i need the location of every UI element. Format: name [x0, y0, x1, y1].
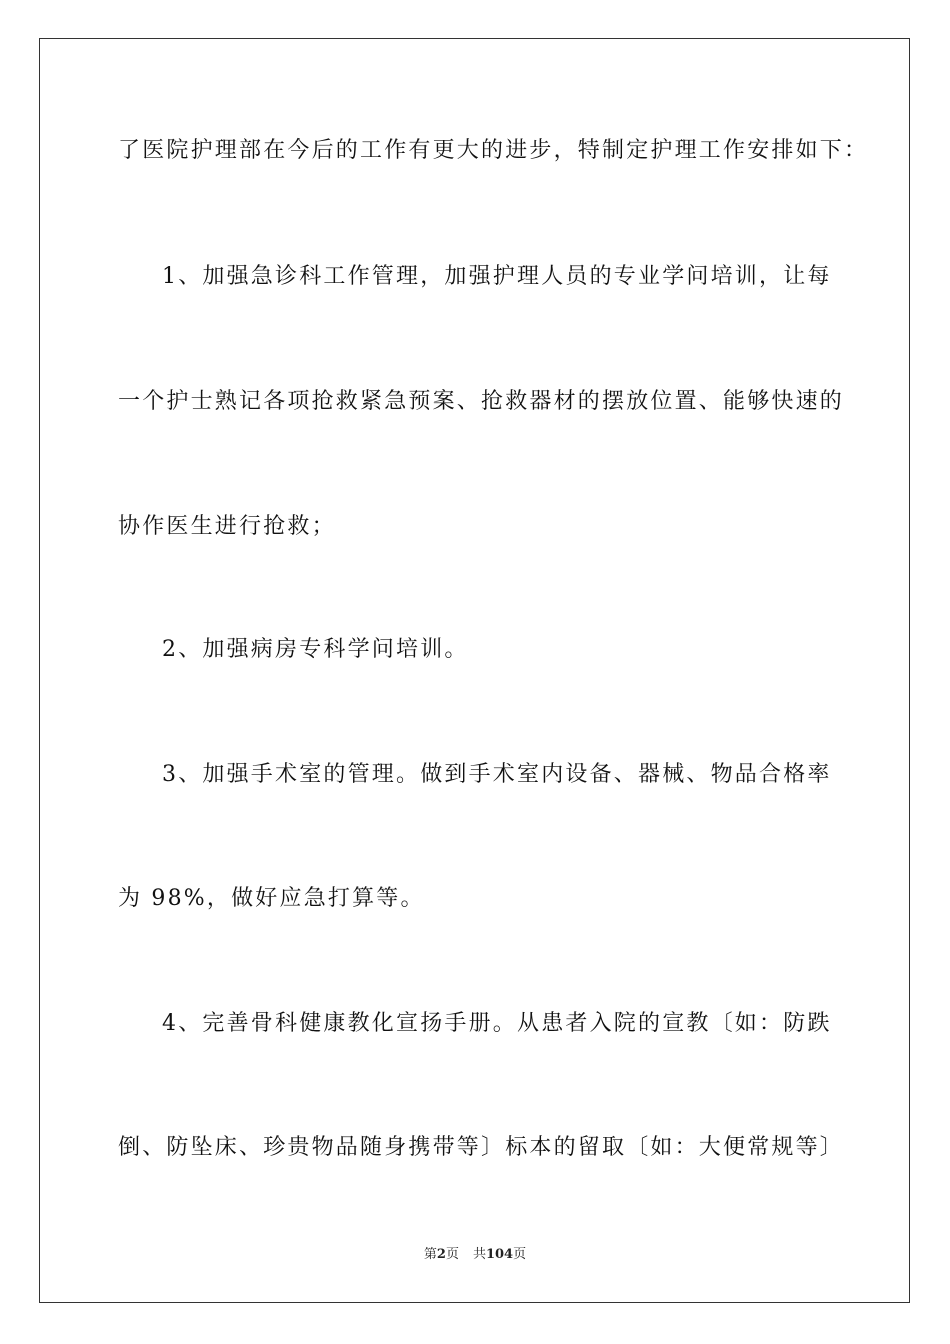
page-border — [39, 38, 910, 1303]
body-line-9: 倒、防坠床、珍贵物品随身携带等〕标本的留取〔如：大便常规等〕 — [118, 1135, 845, 1160]
page-suffix: 页 — [445, 1247, 459, 1262]
body-line-1: 了医院护理部在今后的工作有更大的进步，特制定护理工作安排如下： — [118, 138, 869, 163]
body-line-2: 1、加强急诊科工作管理，加强护理人员的专业学问培训，让每 — [162, 264, 832, 289]
body-line-6: 3、加强手术室的管理。做到手术室内设备、器械、物品合格率 — [162, 762, 832, 787]
body-line-7: 为 98%，做好应急打算等。 — [118, 886, 425, 911]
total-suffix: 页 — [513, 1247, 527, 1262]
body-line-5: 2、加强病房专科学问培训。 — [162, 637, 469, 662]
body-line-3: 一个护士熟记各项抢救紧急预案、抢救器材的摆放位置、能够快速的 — [118, 389, 845, 414]
body-line-8: 4、完善骨科健康教化宣扬手册。从患者入院的宣教〔如：防跌 — [162, 1011, 832, 1036]
total-prefix: 共 — [472, 1247, 486, 1262]
page-number: 2 — [436, 1247, 446, 1262]
page-footer — [0, 1246, 950, 1264]
page-prefix: 第 — [423, 1247, 437, 1262]
total-pages: 104 — [485, 1247, 514, 1262]
body-line-4: 协作医生进行抢救； — [118, 514, 336, 539]
